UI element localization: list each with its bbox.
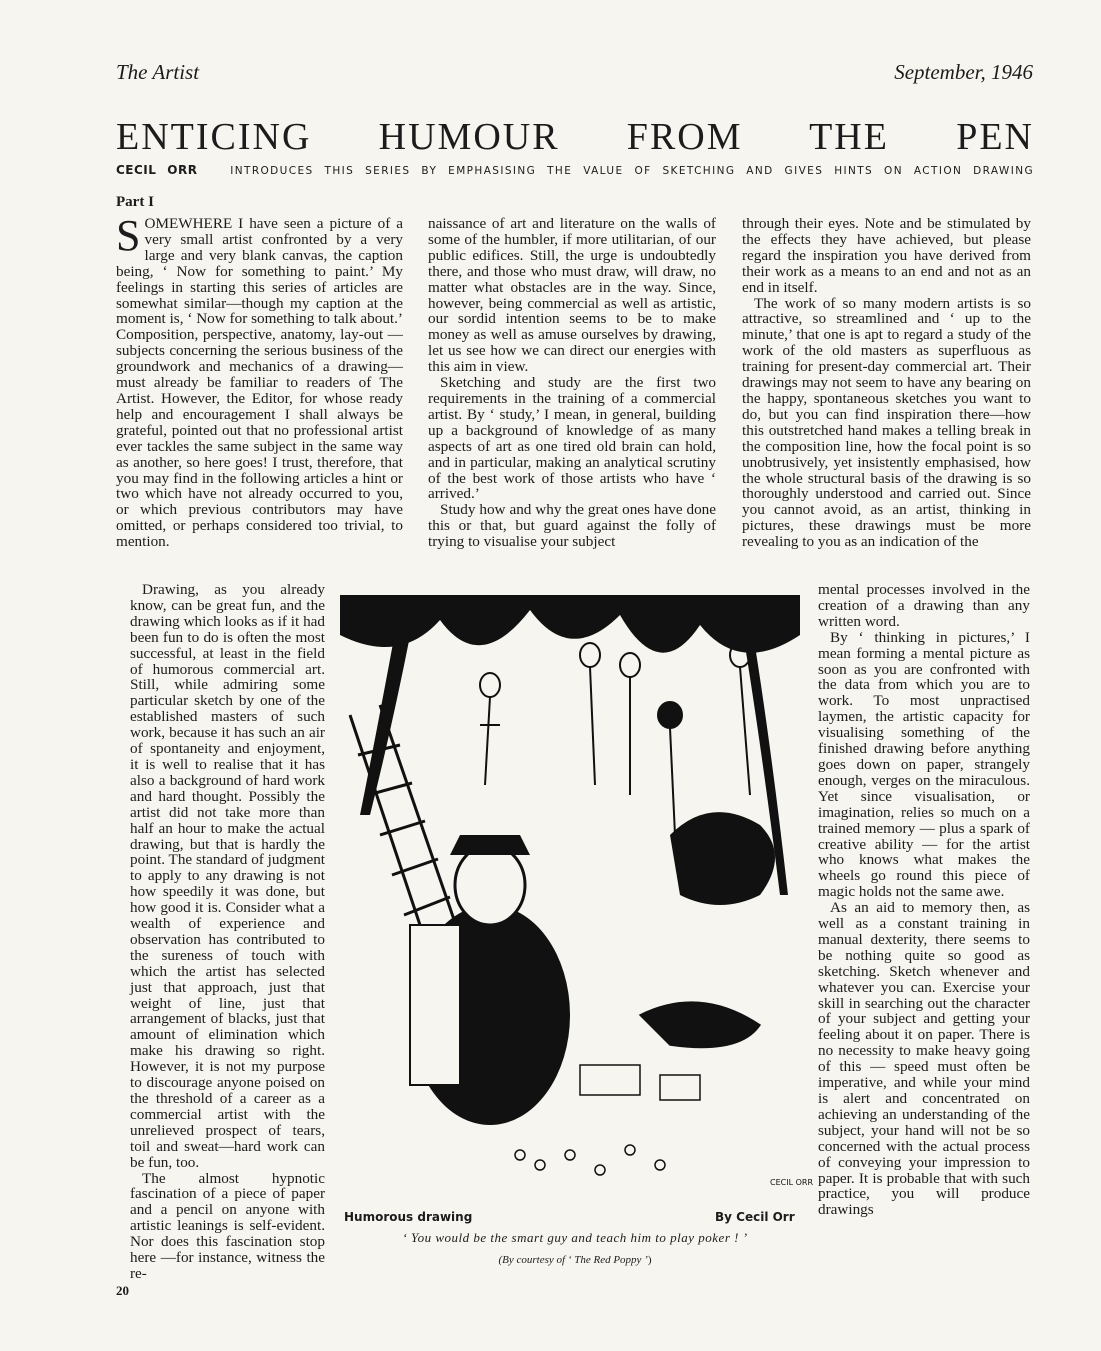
caption-courtesy [340,1254,810,1266]
column-1-bottom [130,582,325,1282]
page-number: 20 [116,1283,129,1298]
cartoon-illustration [340,595,813,1205]
article-subtitle [116,163,1034,177]
paragraph: Study how and why the great ones have done this or that, but guard against the folly of trying to visualise your subject [428,501,716,551]
caption-label: Humorous drawing [344,1210,473,1224]
courtesy-prefix: (By courtesy of [498,1254,568,1266]
caption-quote: ‘ You would be the smart guy and teach him to play poker ! ’ [402,1230,748,1245]
paragraph: The almost hypnotic fascination of a piece of paper and a pencil on anyone with artistic leanings is self-evident. Nor does this fascination stop here —for instance, witness the re- [130,1169,325,1282]
paragraph [116,211,403,551]
column-2 [428,216,716,550]
paragraph: The work of so many modern artists is so attractive, so streamlined and ‘ up to the minute,’ that one is apt to regard a study of the work of the old masters as superfluous as training for present-day commercial art. Their drawings may not seem to have any bearing on the happy, spontaneous sketches you want to do, but you can find inspiration there—how this outstretched hand makes a telling break in the composition line, how the focal point is so unobtrusively, yet insistently emphasised, how the whole structural basis of the drawing is so thoroughly understood and carried out. Since you cannot avoid, as an artist, thinking in pictures, these drawings must be more revealing to you as an indication of the [742,294,1031,551]
paragraph: Sketching and study are the first two requirements in the training of a commercial artist. By ‘ study,’ I mean, in general, building up a background of knowledge of as many aspects of art as one tired old brain can hold, and in particular, making an analytical scrutiny of the best work of those artists who have ‘ arrived.’ [428,374,716,503]
drop-cap: S [116,211,141,260]
paragraph: through their eyes. Note and be stimulated by the effects they have achieved, but please regard the inspiration you have derived from their work as a means to an end and not as an end in itself. [742,215,1031,296]
paragraph: naissance of art and literature on the walls of some of the humbler, if more utilitarian, of our public edifices. Still, the urge is undoubtedly there, and those who must draw, will draw, no matter what obstacles are in the way. Since, however, being commercial as well as artistic, our sordid intention seems to be to make money as well as amuse ourselves by drawing, let us see how we can direct our energies with this aim in view. [428,215,716,376]
part-heading: Part I [116,194,154,210]
magazine-name: The Artist [116,60,200,84]
paragraph-text: OMEWHERE I have seen a picture of a very small artist confronted by a very large and very blank canvas, the caption being, ‘ Now for something to paint.’ My feelings in starting this series of articles are somewhat similar—though my caption at the moment is, ‘ Now for something to talk about.’ Composition, perspective, anatomy, lay-out — subjects concerning the serious business of the groundwork and mechanics of a drawing—must already be familiar to readers of The Artist. However, the Editor, for whose ready help and encouragement I shall always be grateful, pointed out that no professional artist ever tackles the same subject in the same way as another, so here goes! I trust, therefore, that you may find in the following articles a hint or two which have not already occurred to you, or which previous contributors may have omitted, or perhaps considered too trivial, to mention. [116,215,403,551]
caption-credit: By Cecil Orr [715,1210,795,1224]
paragraph: Drawing, as you already know, can be great fun, and the drawing which looks as if it had been fun to do is often the most successful, at least in the field of humorous commercial art. Still, while admiring some particular sketch by one of the established masters of such work, because it has such an air of spontaneity and enjoyment, it is well to realise that it has also a background of hard work and hard thought. Possibly the artist did not take more than half an hour to make the actual drawing, but that is hardly the point. The standard of judgment to apply to any drawing is not how speedily it was done, but how good it is. Consider what a wealth of experience and observation has contributed to the sureness of touch with which the artist has selected just that approach, just that weight of line, just that arrangement of blacks, just that amount of elimination which make his drawing so right. However, it is not my purpose to discourage anyone poised on the threshold of a career as a commercial artist with the unrelieved prospect of tears, toil and sweat—hard work can be fun, too. [130,581,326,1171]
courtesy-source: ‘ The Red Poppy ’ [567,1254,648,1266]
article-title: ENTICING HUMOUR FROM THE PEN [116,116,1034,158]
author-name: CECIL ORR [116,163,198,177]
column-1-top [116,211,403,551]
paragraph: mental processes involved in the creation of a drawing than any written word. [818,581,1030,630]
artist-signature: CECIL ORR [770,1178,813,1187]
courtesy-suffix: ) [647,1254,652,1266]
column-3-bottom [818,582,1030,1218]
paragraph: By ‘ thinking in pictures,’ I mean forming a mental picture as soon as you are confronted with the data from which you are to work. To most unpractised laymen, the artistic capacity for visualising something of the finished drawing before anything goes down on paper, strangely enough, verges on the miraculous. Yet since visualisation, or imagination, relies so much on a trained memory — plus a spark of creative ability — for the artist who knows what makes the wheels go round this piece of magic holds not the same awe. [818,628,1030,901]
column-3-top [742,216,1031,550]
subtitle-text: INTRODUCES THIS SERIES BY EMPHASISING THE VALUE OF SKETCHING AND GIVES HINTS ON ACTION DRAWING [230,165,1035,177]
paragraph: As an aid to memory then, as well as a constant training in manual dexterity, there seems to be nothing quite so good as sketching. Sketch whenever and whatever you can. Exercise your skill in searching out the character of your subject and getting your feeling about it on paper. There is no necessity to make heavy going of this — speed must often be imperative, and while your mind is alert and concentrated on achieving an understanding of the subject, your hand will not be so concerned with the actual process of conveying your impression to paper. It is probable that with such practice, you will produce drawings [818,899,1030,1219]
issue-date: September, 1946 [894,60,1033,84]
